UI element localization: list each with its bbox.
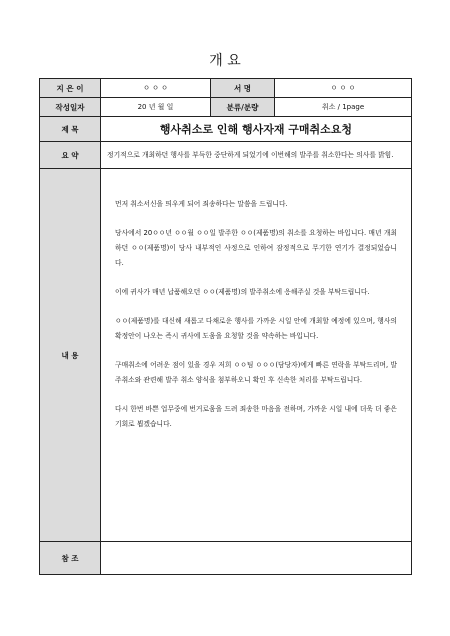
category-label: 분류/분량 xyxy=(211,98,275,117)
author-label: 지 은 이 xyxy=(40,79,101,98)
summary-label: 요 약 xyxy=(40,142,101,169)
date-value: 20 년 월 일 xyxy=(101,98,211,117)
subject-label: 제 목 xyxy=(40,117,101,142)
category-value: 취소 / 1page xyxy=(275,98,412,117)
content-body xyxy=(101,169,412,542)
author-value: ㅇ ㅇ ㅇ xyxy=(101,79,211,98)
content-paragraph: ㅇㅇ(제품명)를 대신해 새롭고 다채로운 행사를 가까운 시일 안에 개최할 예정에 있으며, 행사의 확정안이 나오는 즉시 귀사에 도움을 요청할 것을 약속하는 바입니다. xyxy=(115,317,397,340)
document-title: 개 요 xyxy=(209,53,241,69)
signature-value: ㅇ ㅇ ㅇ xyxy=(275,79,412,98)
content-label: 내 용 xyxy=(40,169,101,542)
content-paragraph: 다시 한번 바쁜 업무중에 번거로움을 드려 죄송한 마음을 전하며, 가까운 시일 내에 더욱 더 좋은 기회로 뵙겠습니다. xyxy=(115,405,397,428)
reference-label: 참 조 xyxy=(40,542,101,575)
summary-table xyxy=(39,78,412,575)
content-paragraph: 이에 귀사가 매년 납품해오던 ㅇㅇ(제품명)의 발주취소에 응해주실 것을 부탁드립니다. xyxy=(115,288,370,296)
date-label: 작성일자 xyxy=(40,98,101,117)
summary-value: 정기적으로 개최하던 행사를 부득한 중단하게 되었기에 이번해의 발주를 취소한다는 의사를 밝힘. xyxy=(101,142,412,169)
content-paragraph: 당사에서 20ㅇㅇ년 ㅇㅇ월 ㅇㅇ일 발주한 ㅇㅇ(제품명)의 취소를 요청하는 바입니다. 매년 개최하던 ㅇㅇ(제품명)이 당사 내부적인 사정으로 인하여 잠정적으로 무기한 연기가 결정되었습니다. xyxy=(115,229,397,267)
content-paragraph: 구매취소에 어려운 점이 있을 경우 저희 ㅇㅇ팀 ㅇㅇㅇ(담당자)에게 빠른 연락을 부탁드리며, 발주취소와 관련해 발주 취소 양식을 첨부하오니 확인 후 신속한 처리를 부탁드립니다. xyxy=(115,361,397,384)
content-paragraph: 먼저 취소서신을 띄우게 되어 죄송하다는 말씀을 드립니다. xyxy=(115,200,288,208)
signature-label: 서 명 xyxy=(211,79,275,98)
subject-value: 행사취소로 인해 행사자재 구매취소요청 xyxy=(101,117,412,142)
reference-value xyxy=(101,542,412,575)
